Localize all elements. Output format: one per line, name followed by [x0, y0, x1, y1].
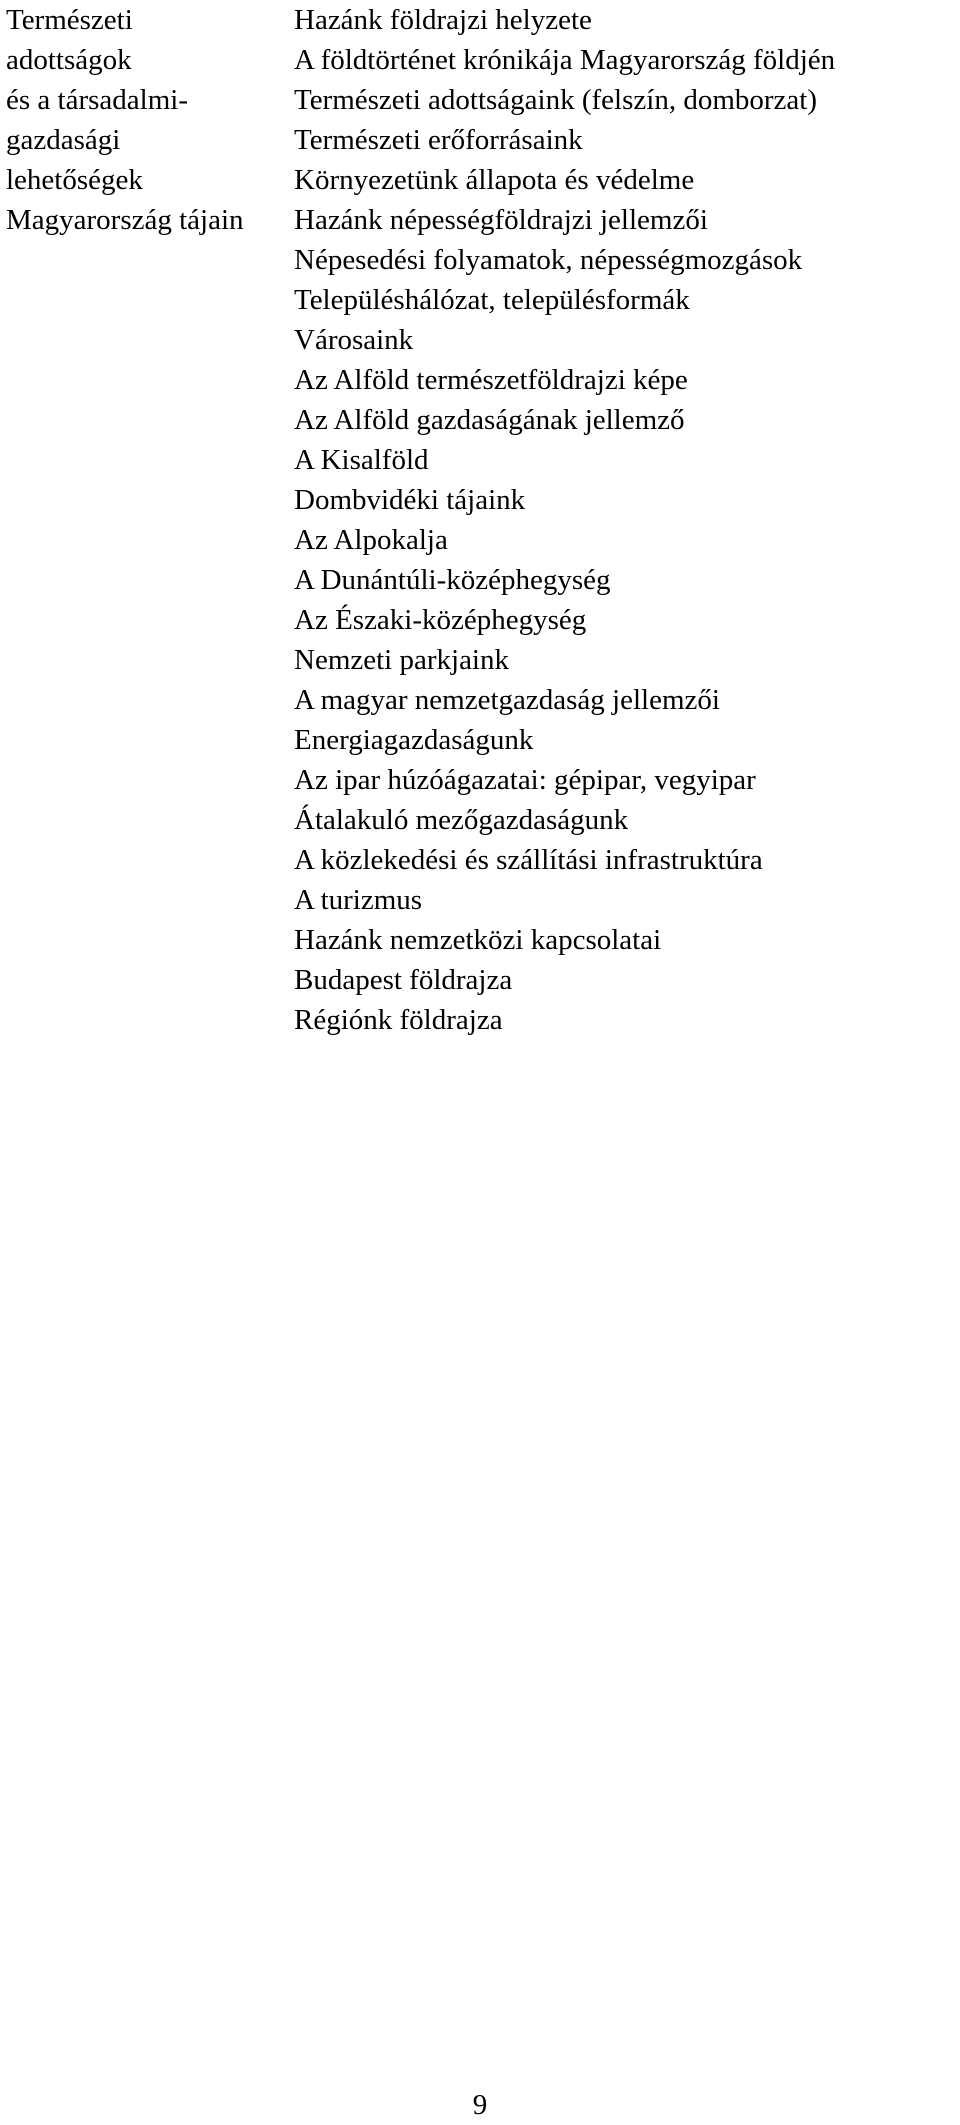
topic-item: Budapest földrajza: [294, 964, 513, 996]
table-row: [0, 160, 960, 200]
topic-item: Régiónk földrajza: [294, 1004, 503, 1036]
section-title-line: lehetőségek: [6, 164, 143, 196]
topic-item: A Kisalföld: [294, 444, 429, 476]
topic-item: Az Északi-középhegység: [294, 604, 587, 636]
topic-item: Nemzeti parkjaink: [294, 644, 509, 676]
table-row: [0, 200, 960, 240]
topic-item: A Dunántúli-középhegység: [294, 564, 611, 596]
topic-item: Dombvidéki tájaink: [294, 484, 526, 516]
table-row: [0, 280, 960, 320]
topic-item: A turizmus: [294, 884, 423, 916]
table-row: [0, 0, 960, 40]
page-number: 9: [472, 2089, 488, 2121]
table-row: [0, 480, 960, 520]
topic-item: Az Alföld gazdaságának jellemző: [294, 404, 685, 436]
topic-item: Természeti adottságaink (felszín, domborzat): [294, 84, 817, 116]
topic-item: Természeti erőforrásaink: [294, 124, 583, 156]
table-row: [0, 800, 960, 840]
table-row: [0, 640, 960, 680]
topic-item: Az Alpokalja: [294, 524, 448, 556]
table-row: [0, 40, 960, 80]
table-row: [0, 760, 960, 800]
table-row: [0, 240, 960, 280]
table-row: [0, 880, 960, 920]
topic-item: Az ipar húzóágazatai: gépipar, vegyipar: [294, 764, 756, 796]
table-row: [0, 560, 960, 600]
topic-item: Hazánk nemzetközi kapcsolatai: [294, 924, 662, 956]
table-row: [0, 960, 960, 1000]
section-title-line: és a társadalmi-: [6, 84, 188, 116]
topic-item: Az Alföld természetföldrajzi képe: [294, 364, 688, 396]
table-row: [0, 80, 960, 120]
topic-item: Hazánk népességföldrajzi jellemzői: [294, 204, 708, 236]
table-row: [0, 360, 960, 400]
table-row: [0, 680, 960, 720]
topic-item: A közlekedési és szállítási infrastruktúra: [294, 844, 763, 876]
topic-item: A magyar nemzetgazdaság jellemzői: [294, 684, 720, 716]
table-row: [0, 320, 960, 360]
table-row: [0, 920, 960, 960]
topic-item: Hazánk földrajzi helyzete: [294, 4, 592, 36]
table-row: [0, 520, 960, 560]
table-row: [0, 720, 960, 760]
topic-item: Népesedési folyamatok, népességmozgások: [294, 244, 803, 276]
table-row: [0, 400, 960, 440]
topic-item: A földtörténet krónikája Magyarország földjén: [294, 44, 836, 76]
topic-item: Környezetünk állapota és védelme: [294, 164, 695, 196]
section-title-line: Természeti: [6, 4, 133, 36]
topic-item: Energiagazdaságunk: [294, 724, 534, 756]
table-row: [0, 440, 960, 480]
topic-item: Városaink: [294, 324, 414, 356]
table-row: [0, 120, 960, 160]
table-row: [0, 600, 960, 640]
table-row: [0, 840, 960, 880]
topic-item: Településhálózat, településformák: [294, 284, 690, 316]
topic-item: Átalakuló mezőgazdaságunk: [294, 804, 629, 836]
section-title-line: gazdasági: [6, 124, 121, 156]
section-title-line: adottságok: [6, 44, 132, 76]
table-row: [0, 1000, 960, 1040]
section-title-line: Magyarország tájain: [6, 204, 244, 236]
